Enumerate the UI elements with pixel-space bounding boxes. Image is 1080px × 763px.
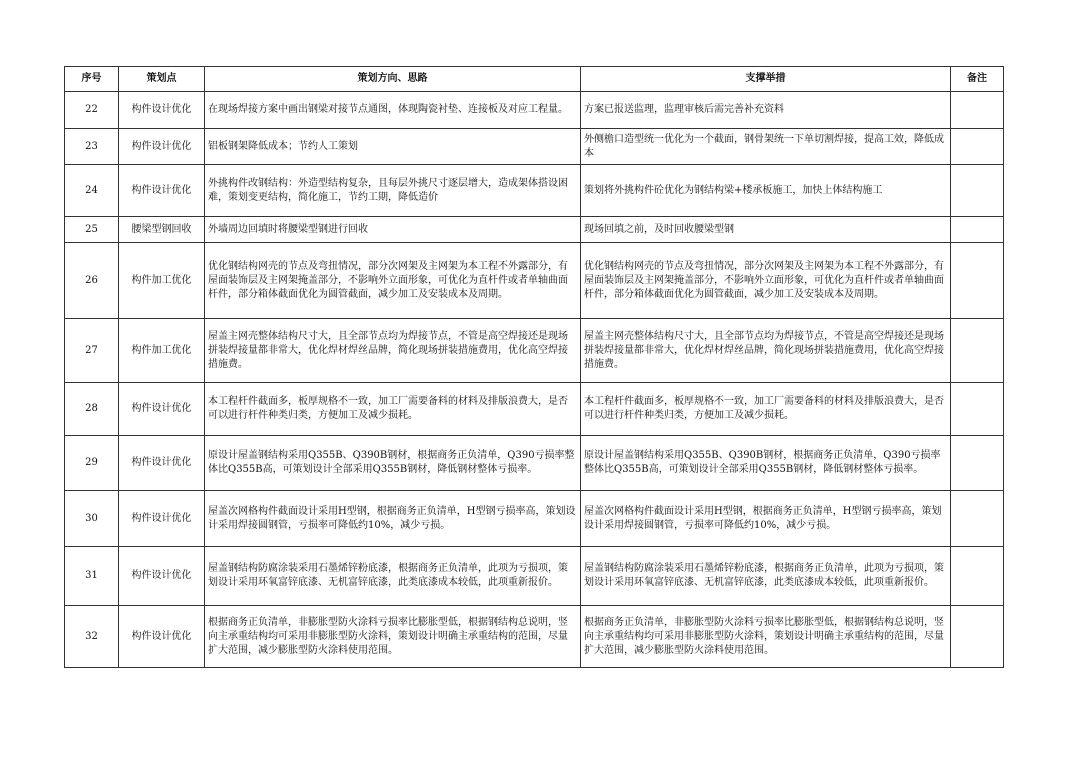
row-point: 构件设计优化 (119, 491, 205, 547)
row-note (951, 606, 1004, 668)
row-measures: 方案已报送监理，监理审核后需完善补充资料 (581, 92, 951, 129)
row-no: 30 (65, 491, 119, 547)
row-no: 26 (65, 243, 119, 319)
table-row (65, 319, 1004, 383)
table-row (65, 491, 1004, 547)
row-direction: 本工程杆件截面多，板厚规格不一致，加工厂需要备料的材料及排版浪费大，是否可以进行杆件种类归类，方便加工及减少损耗。 (205, 383, 581, 436)
row-point: 构件设计优化 (119, 606, 205, 668)
row-direction: 优化钢结构网壳的节点及弯扭情况，部分次网架及主网架为本工程不外露部分，有屋面装饰层及主网架掩盖部分，不影响外立面形象，可优化为直杆件或者单轴曲面杆件，部分箱体截面优化为圆管截面，减少加工及安装成本及周期。 (205, 243, 581, 319)
row-no: 24 (65, 165, 119, 217)
header-no: 序号 (65, 67, 119, 92)
row-note (951, 165, 1004, 217)
table-row (65, 606, 1004, 668)
planning-table (64, 66, 1004, 668)
row-point: 构件加工优化 (119, 319, 205, 383)
row-measures: 原设计屋盖钢结构采用Q355B、Q390B钢材，根据商务正负清单，Q390亏损率整体比Q355B高，可策划设计全部采用Q355B钢材，降低钢材整体亏损率。 (581, 436, 951, 491)
row-no: 32 (65, 606, 119, 668)
header-measures: 支撑举措 (581, 67, 951, 92)
row-note (951, 383, 1004, 436)
row-point: 构件设计优化 (119, 383, 205, 436)
row-no: 25 (65, 217, 119, 243)
row-measures: 策划将外挑构件砼优化为钢结构梁+楼承板施工，加快上体结构施工 (581, 165, 951, 217)
row-point: 构件设计优化 (119, 129, 205, 165)
header-point: 策划点 (119, 67, 205, 92)
table-header (65, 67, 1004, 92)
row-no: 28 (65, 383, 119, 436)
row-measures: 根据商务正负清单，非膨胀型防火涂料亏损率比膨胀型低，根据钢结构总说明，竖向主承重结构均可采用非膨胀型防火涂料，策划设计明确主承重结构的范围，尽量扩大范围，减少膨胀型防火涂料使用范围。 (581, 606, 951, 668)
row-note (951, 547, 1004, 606)
row-point: 腰梁型钢回收 (119, 217, 205, 243)
table-row (65, 436, 1004, 491)
row-point: 构件设计优化 (119, 165, 205, 217)
row-no: 29 (65, 436, 119, 491)
row-note (951, 129, 1004, 165)
row-measures: 外侧檐口造型统一优化为一个截面，钢骨架统一下单切割焊接，提高工效，降低成本 (581, 129, 951, 165)
row-measures: 屋盖次网格构件截面设计采用H型钢，根据商务正负清单，H型钢亏损率高，策划设计采用焊接圆钢管，亏损率可降低约10%，减少亏损。 (581, 491, 951, 547)
table-row (65, 129, 1004, 165)
row-measures: 现场回填之前，及时回收腰梁型钢 (581, 217, 951, 243)
row-measures: 本工程杆件截面多，板厚规格不一致，加工厂需要备料的材料及排版浪费大，是否可以进行杆件种类归类，方便加工及减少损耗。 (581, 383, 951, 436)
table-row (65, 243, 1004, 319)
header-direction: 策划方向、思路 (205, 67, 581, 92)
row-note (951, 217, 1004, 243)
row-point: 构件设计优化 (119, 92, 205, 129)
row-direction: 外墙周边回填时将腰梁型钢进行回收 (205, 217, 581, 243)
table-row (65, 547, 1004, 606)
table-row (65, 217, 1004, 243)
header-note: 备注 (951, 67, 1004, 92)
row-note (951, 436, 1004, 491)
row-measures: 屋盖主网壳整体结构尺寸大，且全部节点均为焊接节点，不管是高空焊接还是现场拼装焊接量都非常大，优化焊材焊丝品牌，简化现场拼装措施费用，优化高空焊接措施费。 (581, 319, 951, 383)
row-measures: 屋盖钢结构防腐涂装采用石墨烯锌粉底漆，根据商务正负清单，此项为亏损项，策划设计采用环氧富锌底漆、无机富锌底漆，此类底漆成本较低，此项重新报价。 (581, 547, 951, 606)
row-direction: 屋盖主网壳整体结构尺寸大，且全部节点均为焊接节点，不管是高空焊接还是现场拼装焊接量都非常大，优化焊材焊丝品牌，简化现场拼装措施费用，优化高空焊接措施费。 (205, 319, 581, 383)
row-note (951, 243, 1004, 319)
row-direction: 屋盖钢结构防腐涂装采用石墨烯锌粉底漆，根据商务正负清单，此项为亏损项，策划设计采用环氧富锌底漆、无机富锌底漆，此类底漆成本较低，此项重新报价。 (205, 547, 581, 606)
row-direction: 原设计屋盖钢结构采用Q355B、Q390B钢材，根据商务正负清单，Q390亏损率整体比Q355B高，可策划设计全部采用Q355B钢材，降低钢材整体亏损率。 (205, 436, 581, 491)
row-no: 23 (65, 129, 119, 165)
table-row (65, 92, 1004, 129)
row-note (951, 319, 1004, 383)
row-direction: 外挑构件改钢结构：外造型结构复杂，且每层外挑尺寸逐层增大，造成架体搭设困难，策划变更结构，简化施工，节约工期，降低造价 (205, 165, 581, 217)
row-no: 27 (65, 319, 119, 383)
row-point: 构件加工优化 (119, 243, 205, 319)
row-no: 31 (65, 547, 119, 606)
table-row (65, 165, 1004, 217)
row-note (951, 491, 1004, 547)
row-measures: 优化钢结构网壳的节点及弯扭情况，部分次网架及主网架为本工程不外露部分，有屋面装饰层及主网架掩盖部分，不影响外立面形象，可优化为直杆件或者单轴曲面杆件，部分箱体截面优化为圆管截面，减少加工及安装成本及周期。 (581, 243, 951, 319)
table-body (65, 92, 1004, 668)
row-note (951, 92, 1004, 129)
row-direction: 在现场焊接方案中画出钢梁对接节点通图，体现陶瓷衬垫、连接板及对应工程量。 (205, 92, 581, 129)
row-no: 22 (65, 92, 119, 129)
row-point: 构件设计优化 (119, 436, 205, 491)
row-direction: 屋盖次网格构件截面设计采用H型钢，根据商务正负清单，H型钢亏损率高，策划设计采用焊接圆钢管，亏损率可降低约10%，减少亏损。 (205, 491, 581, 547)
row-direction: 根据商务正负清单，非膨胀型防火涂料亏损率比膨胀型低，根据钢结构总说明，竖向主承重结构均可采用非膨胀型防火涂料，策划设计明确主承重结构的范围，尽量扩大范围，减少膨胀型防火涂料使用范围。 (205, 606, 581, 668)
header-row (65, 67, 1004, 92)
row-point: 构件设计优化 (119, 547, 205, 606)
row-direction: 铝板钢架降低成本；节约人工策划 (205, 129, 581, 165)
table-row (65, 383, 1004, 436)
